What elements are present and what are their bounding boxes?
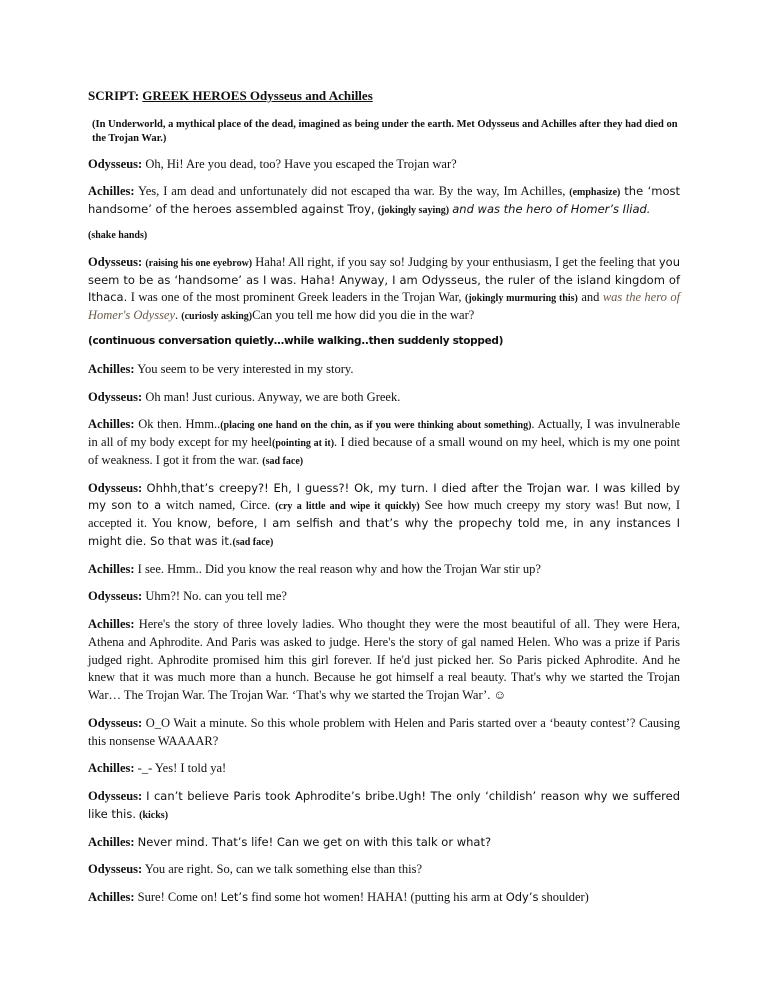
speaker: Odysseus:: [88, 156, 143, 171]
line-odysseus-2: [88, 254, 680, 325]
dialogue: witch named, Circe.: [166, 498, 271, 513]
stage-direction: (sad face): [232, 536, 274, 548]
line-achilles-7: [88, 834, 680, 852]
script-body: [88, 88, 680, 917]
stage-direction: (pointing at it): [272, 438, 335, 450]
dialogue: Uhm?! No. can you tell me?: [145, 589, 287, 604]
speaker: Odysseus:: [88, 589, 143, 604]
line-achilles-4: [88, 561, 680, 579]
line-odysseus-1: [88, 156, 680, 174]
dialogue: know, before, I am selfish and that’s why the propechy told me, in any instances I might die. So that was it.: [88, 516, 681, 548]
dialogue: was the hero of Homer's Odyssey: [88, 290, 681, 323]
dialogue: you seem to be as ‘handsome’ as I was. Haha! Anyway, I am Odysseus, the ruler of the island kingdom of Ithaca.: [88, 254, 681, 305]
dialogue: Ok then. Hmm..: [138, 417, 221, 432]
dialogue: You seem to be very interested in my story.: [137, 361, 354, 376]
stage-direction: (jokingly saying): [377, 205, 450, 217]
speaker: Achilles:: [88, 184, 135, 199]
dialogue: Can you tell me how did you die in the war?: [252, 308, 475, 323]
dialogue: Oh man! Just curious. Anyway, we are both Greek.: [145, 389, 401, 404]
speaker: Achilles:: [88, 834, 135, 849]
dialogue: and was the hero of Homer’s Iliad.: [452, 202, 651, 217]
stage-direction: (placing one hand on the chin, as if you were thinking about something): [220, 420, 532, 432]
dialogue: Never mind. That’s life! Can we get on with this talk or what?: [137, 834, 492, 849]
line-odysseus-8: [88, 861, 680, 879]
dialogue: and: [581, 290, 600, 305]
dialogue: Ohhh,that’s creepy?! Eh, I guess?! Ok, my turn. I died after the Trojan war. I was killed by my son to a: [88, 480, 680, 513]
speaker: Achilles:: [88, 890, 135, 905]
line-achilles-6: [88, 760, 680, 778]
line-achilles-5: [88, 616, 680, 705]
document-title: [88, 88, 680, 104]
speaker: Achilles:: [88, 761, 135, 776]
stage-direction-walking: (continuous conversation quietly…while walking..then suddenly stopped): [88, 334, 504, 347]
dialogue: Yes, I am dead and unfortunately did not escaped tha war. By the way, Im Achilles,: [137, 184, 566, 199]
dialogue: O_O Wait a minute. So this whole problem with Helen and Paris started over a ‘beauty contest’? Causing this nonsense WAAAAR?: [88, 715, 680, 748]
dialogue: I see. Hmm.. Did you know the real reason why and how the Trojan War stir up?: [137, 561, 541, 576]
dialogue: find some hot women! HAHA! (putting his arm at: [251, 890, 503, 905]
speaker: Odysseus:: [88, 254, 143, 269]
dialogue: Oh, Hi! Are you dead, too? Have you escaped the Trojan war?: [145, 156, 457, 171]
line-achilles-1: [88, 183, 680, 219]
dialogue: the ‘most handsome’ of the heroes assembled against Troy,: [88, 184, 681, 217]
stage-direction: (curiosly asking): [181, 311, 253, 323]
speaker: Achilles:: [88, 361, 135, 376]
speaker: Achilles:: [88, 561, 135, 576]
dialogue: I can’t believe Paris took Aphrodite’s bribe.Ugh! The only ‘childish’ reason why we suffered like this.: [88, 789, 681, 821]
stage-direction: (emphasize): [569, 187, 621, 199]
dialogue: You are right. So, can we talk something else than this?: [144, 862, 423, 877]
stage-direction: (raising his one eyebrow): [145, 257, 253, 269]
stage-direction: (jokingly murmuring this): [464, 293, 578, 305]
speaker: Odysseus:: [88, 480, 143, 495]
scene-intro: (In Underworld, a mythical place of the dead, imagined as being under the earth. Met Odysseus and Achilles after they had died on the Trojan War.): [92, 118, 678, 145]
speaker: Odysseus:: [88, 789, 143, 804]
dialogue: . I died because of a small wound on my heel, which is my one point of weakness. I got it from the war.: [88, 435, 680, 467]
speaker: Odysseus:: [88, 715, 143, 730]
speaker: Achilles:: [88, 617, 135, 632]
dialogue: Haha! All right, if you say so! Judging by your enthusiasm, I get the feeling that: [255, 254, 656, 269]
speaker: Odysseus:: [88, 389, 143, 404]
speaker: Achilles:: [88, 417, 135, 432]
dialogue: See how much creepy my story was! But now, I accepted it. You: [88, 498, 681, 531]
line-odysseus-7: [88, 788, 680, 824]
dialogue: shoulder): [541, 890, 589, 905]
stage-direction: (sad face): [262, 455, 304, 467]
dialogue: -_- Yes! I told ya!: [137, 761, 227, 776]
line-achilles-3: [88, 416, 680, 469]
dialogue: Let’s: [220, 890, 249, 905]
line-odysseus-5: [88, 588, 680, 606]
stage-direction: (kicks): [139, 809, 169, 821]
line-odysseus-6: [88, 715, 680, 751]
dialogue: Here's the story of three lovely ladies. Who thought they were the most beautiful of all. They were Hera, Athena and Aphrodite. And Paris was asked to judge. Here's the story of gal named Helen. Who was a prize if Paris judged right. Aphrodite promised him this girl forever. If he'd just picked her. So Paris picked Aphrodite. And he knew that it was much more than a hunch. Because he got himself a real beauty. That's why we started the Trojan War… The Trojan War. The Trojan War. ‘That's why we started the Trojan War’. ☺: [88, 617, 681, 703]
stage-direction-shake-hands: (shake hands): [88, 229, 148, 241]
dialogue: Sure! Come on!: [137, 890, 218, 905]
dialogue: Ody’s: [505, 890, 539, 905]
line-achilles-2: [88, 361, 680, 379]
dialogue: I was one of the most prominent Greek leaders in the Trojan War,: [130, 290, 462, 305]
dialogue: .: [175, 308, 179, 323]
stage-direction: (cry a little and wipe it quickly): [275, 501, 420, 513]
title-prefix: SCRIPT:: [88, 88, 140, 103]
title-main: GREEK HEROES Odysseus and Achilles: [142, 88, 373, 103]
dialogue: . Actually, I was invulnerable in all of my body except for my heel: [88, 417, 680, 450]
line-odysseus-3: [88, 389, 680, 407]
line-odysseus-4: [88, 480, 680, 551]
line-achilles-8: [88, 889, 680, 907]
speaker: Odysseus:: [88, 862, 143, 877]
